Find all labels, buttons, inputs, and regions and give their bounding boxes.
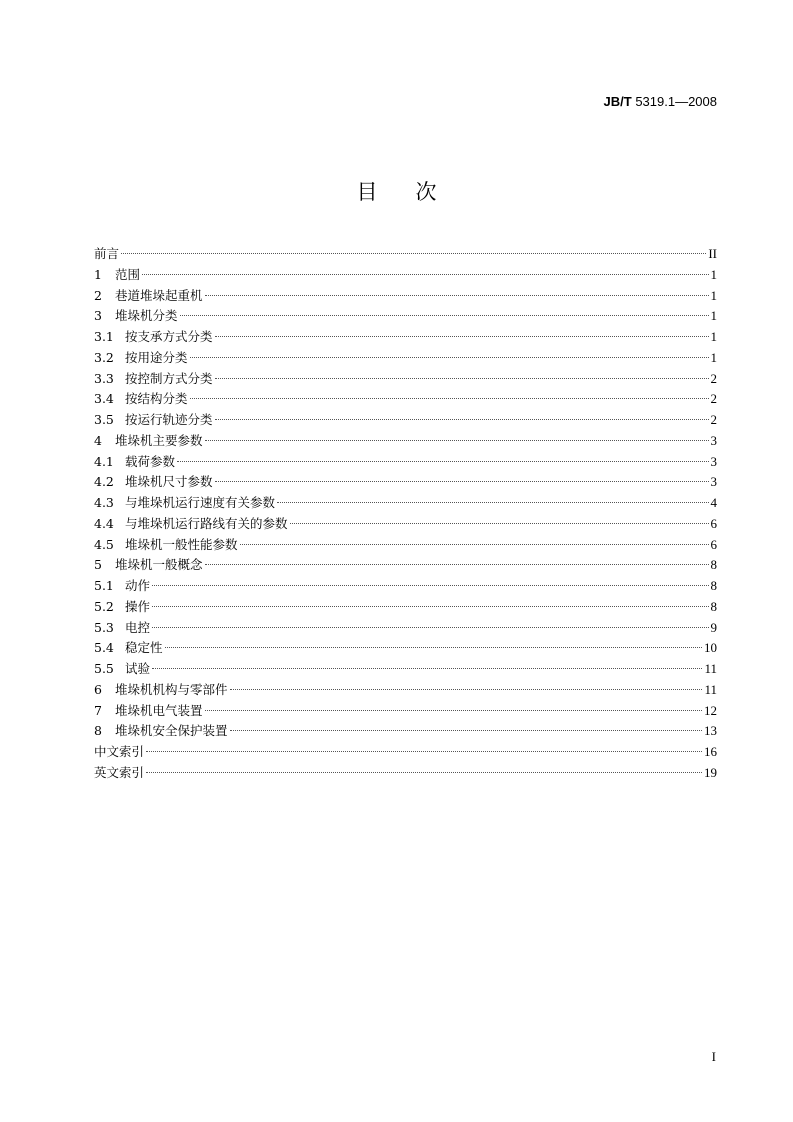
toc-entry-number: 3.5 xyxy=(94,412,114,427)
toc-entry-page: 8 xyxy=(710,557,717,573)
toc-entry[interactable] xyxy=(94,327,717,348)
toc-entry-label: 堆垛机一般概念 xyxy=(115,557,203,573)
toc-leader-dots xyxy=(205,710,702,711)
toc-leader-dots xyxy=(190,398,709,399)
toc-entry-number: 3.3 xyxy=(94,370,114,386)
toc-entry[interactable] xyxy=(94,369,717,390)
toc-entry-page: 2 xyxy=(710,412,717,427)
toc-entry-page: 1 xyxy=(710,349,717,365)
toc-entry-label: 堆垛机一般性能参数 xyxy=(125,536,238,552)
toc-leader-dots xyxy=(240,544,709,545)
toc-entry-label: 按支承方式分类 xyxy=(125,329,213,344)
toc-leader-dots xyxy=(121,253,706,254)
toc-entry-page: 1 xyxy=(710,308,717,324)
standard-code xyxy=(604,94,717,110)
toc-entry-page: 1 xyxy=(710,329,717,344)
toc-entry-number: 4.3 xyxy=(94,495,114,510)
toc-entry-page: 9 xyxy=(710,619,717,635)
toc-entry-page: 11 xyxy=(704,661,717,676)
toc-entry-page: 1 xyxy=(710,287,717,303)
page-title: 目次 xyxy=(356,180,475,204)
toc-entry[interactable] xyxy=(94,618,717,639)
toc-entry-label: 范围 xyxy=(115,266,141,282)
standard-code-number: 5319.1—2008 xyxy=(631,94,717,109)
toc-entry[interactable] xyxy=(94,265,717,286)
toc-entry-label: 按用途分类 xyxy=(125,349,188,365)
toc-entry-label: 巷道堆垛起重机 xyxy=(115,287,203,303)
toc-entry-number: 4.1 xyxy=(94,453,114,469)
toc-entry[interactable] xyxy=(94,431,717,452)
toc-entry[interactable] xyxy=(94,659,717,680)
toc-entry-page: 3 xyxy=(710,474,717,490)
toc-leader-dots xyxy=(230,689,703,690)
toc-entry-number: 5 xyxy=(94,557,102,573)
toc-entry[interactable] xyxy=(94,680,717,701)
toc-entry[interactable] xyxy=(94,410,717,431)
toc-entry-number: 3.2 xyxy=(94,349,114,365)
toc-entry-page: 6 xyxy=(710,536,717,552)
toc-entry-page: 16 xyxy=(704,744,717,759)
toc-entry[interactable] xyxy=(94,514,717,535)
toc-leader-dots xyxy=(180,315,709,316)
toc-entry[interactable] xyxy=(94,638,717,659)
toc-entry-label: 英文索引 xyxy=(94,764,145,780)
toc-entry-number: 4.2 xyxy=(94,474,114,490)
toc-entry[interactable] xyxy=(94,306,717,327)
toc-entry-number: 8 xyxy=(94,723,102,739)
toc-entry-page: 3 xyxy=(710,453,717,469)
toc-entry-number: 4.5 xyxy=(94,536,114,552)
toc-leader-dots xyxy=(152,606,708,607)
page-number: I xyxy=(711,1049,716,1064)
toc-entry[interactable] xyxy=(94,493,717,514)
standard-code-prefix: JB/T xyxy=(603,94,632,109)
toc-leader-dots xyxy=(146,751,702,752)
toc-entry-page: 1 xyxy=(710,266,717,282)
toc-entry-number: 4 xyxy=(94,432,102,448)
toc-entry-number: 5.5 xyxy=(94,661,114,676)
toc-entry-label: 按控制方式分类 xyxy=(125,370,213,386)
toc-entry-number: 3.4 xyxy=(94,391,114,407)
toc-entry[interactable] xyxy=(94,701,717,722)
toc-entry-label: 操作 xyxy=(125,598,151,614)
toc-entry-number: 3 xyxy=(94,308,102,324)
toc-entry-label: 堆垛机机构与零部件 xyxy=(115,681,228,697)
toc-entry[interactable] xyxy=(94,597,717,618)
toc-entry-page: 8 xyxy=(710,578,717,593)
toc-entry-page: 6 xyxy=(710,515,717,531)
toc-entry-label: 按运行轨迹分类 xyxy=(125,412,213,427)
toc-leader-dots xyxy=(215,419,709,420)
toc-entry-page: 4 xyxy=(710,495,717,510)
table-of-contents xyxy=(94,244,717,784)
toc-entry-number: 5.3 xyxy=(94,619,114,635)
toc-leader-dots xyxy=(205,440,709,441)
toc-entry[interactable] xyxy=(94,389,717,410)
toc-leader-dots xyxy=(177,461,708,462)
toc-entry-number: 1 xyxy=(94,266,102,282)
toc-entry-label: 堆垛机主要参数 xyxy=(115,432,203,448)
toc-entry-number: 5.1 xyxy=(94,578,114,593)
toc-leader-dots xyxy=(215,336,709,337)
toc-leader-dots xyxy=(290,523,709,524)
toc-leader-dots xyxy=(142,274,708,275)
toc-entry-number: 6 xyxy=(94,681,102,697)
toc-leader-dots xyxy=(215,378,709,379)
toc-entry[interactable] xyxy=(94,721,717,742)
toc-leader-dots xyxy=(277,502,708,503)
toc-leader-dots xyxy=(205,564,709,565)
toc-entry[interactable] xyxy=(94,535,717,556)
toc-entry-label: 稳定性 xyxy=(125,640,163,656)
toc-entry[interactable] xyxy=(94,452,717,473)
toc-entry-page: II xyxy=(708,246,717,261)
toc-leader-dots xyxy=(215,481,709,482)
toc-leader-dots xyxy=(146,772,702,773)
toc-entry[interactable] xyxy=(94,576,717,597)
toc-entry-number: 7 xyxy=(94,702,102,718)
toc-entry[interactable] xyxy=(94,763,717,784)
toc-entry-label: 堆垛机电气装置 xyxy=(115,702,203,718)
toc-entry[interactable] xyxy=(94,472,717,493)
toc-entry-label: 载荷参数 xyxy=(125,453,176,469)
toc-entry-label: 中文索引 xyxy=(94,744,145,759)
toc-entry-page: 19 xyxy=(704,764,717,780)
toc-entry-page: 2 xyxy=(710,370,717,386)
toc-entry-number: 5.2 xyxy=(94,598,114,614)
toc-entry-number: 2 xyxy=(94,287,102,303)
toc-entry-page: 13 xyxy=(704,723,717,739)
toc-entry-number: 4.4 xyxy=(94,515,114,531)
toc-entry-label: 试验 xyxy=(125,661,151,676)
toc-entry[interactable] xyxy=(94,348,717,369)
toc-entry-label: 与堆垛机运行路线有关的参数 xyxy=(125,515,288,531)
toc-entry-page: 2 xyxy=(710,391,717,407)
toc-leader-dots xyxy=(152,627,708,628)
toc-leader-dots xyxy=(152,668,702,669)
toc-entry-label: 堆垛机尺寸参数 xyxy=(125,474,213,490)
toc-entry-page: 12 xyxy=(704,702,717,718)
toc-entry-label: 与堆垛机运行速度有关参数 xyxy=(125,495,276,510)
toc-entry[interactable] xyxy=(94,286,717,307)
toc-leader-dots xyxy=(230,730,702,731)
toc-leader-dots xyxy=(190,357,709,358)
toc-entry-label: 电控 xyxy=(125,619,151,635)
toc-entry-label: 堆垛机安全保护装置 xyxy=(115,723,228,739)
toc-leader-dots xyxy=(165,647,702,648)
toc-leader-dots xyxy=(205,295,709,296)
toc-entry-label: 堆垛机分类 xyxy=(115,308,178,324)
toc-entry-page: 11 xyxy=(704,681,717,697)
toc-entry-number: 3.1 xyxy=(94,329,114,344)
toc-entry-page: 3 xyxy=(710,432,717,448)
toc-entry-label: 按结构分类 xyxy=(125,391,188,407)
toc-entry[interactable] xyxy=(94,555,717,576)
toc-leader-dots xyxy=(152,585,708,586)
toc-entry[interactable] xyxy=(94,244,717,265)
toc-entry-label: 动作 xyxy=(125,578,151,593)
toc-entry-label: 前言 xyxy=(94,246,120,261)
toc-entry-number: 5.4 xyxy=(94,640,114,656)
toc-entry[interactable] xyxy=(94,742,717,763)
toc-entry-page: 10 xyxy=(704,640,717,656)
toc-entry-page: 8 xyxy=(710,598,717,614)
